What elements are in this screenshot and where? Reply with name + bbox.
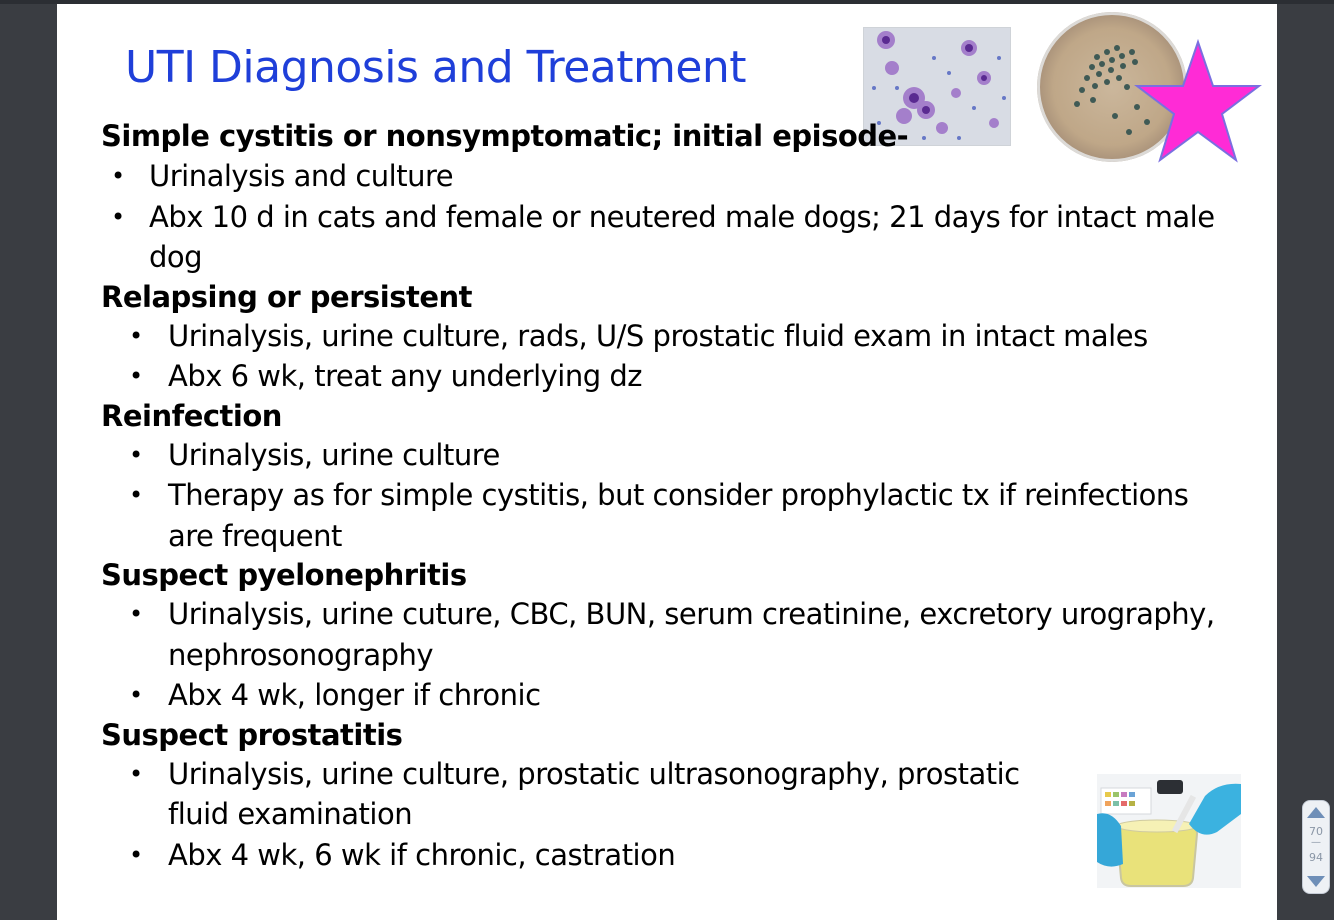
bullet-text: Urinalysis, urine culture, prostatic ultrasonography, prostatic fluid examination	[168, 756, 1020, 831]
section-heading: Simple cystitis or nonsymptomatic; initial episode-	[101, 119, 909, 153]
bullet-glyph: •	[111, 162, 125, 190]
bullet-item	[101, 197, 1241, 278]
bullet-glyph: •	[129, 600, 143, 628]
total-page-count: 94	[1309, 851, 1323, 864]
bullet-item	[101, 156, 1241, 197]
bullet-text: Urinalysis, urine culture, rads, U/S prostatic fluid exam in intact males	[168, 318, 1148, 353]
bullet-item	[101, 435, 1241, 476]
bullet-text: Abx 6 wk, treat any underlying dz	[168, 359, 642, 393]
bullet-text: Abx 4 wk, 6 wk if chronic, castration	[168, 837, 676, 872]
section-heading: Reinfection	[101, 398, 282, 433]
current-page-number: 70	[1309, 825, 1323, 838]
page-navigator	[1302, 800, 1330, 894]
bullet-glyph: •	[129, 440, 143, 469]
bullet-text: Urinalysis, urine culture	[168, 437, 500, 472]
page-separator: —	[1311, 837, 1321, 848]
section-relapsing	[101, 278, 1241, 397]
section-simple-cystitis	[101, 116, 1241, 278]
bullet-glyph: •	[111, 202, 125, 231]
section-heading: Relapsing or persistent	[101, 279, 473, 314]
section-reinfection	[101, 397, 1241, 557]
bullet-text: Urinalysis and culture	[149, 159, 454, 193]
bullet-glyph: •	[129, 362, 143, 390]
bullet-glyph: •	[129, 759, 143, 788]
triangle-down-icon[interactable]	[1307, 876, 1325, 887]
bullet-glyph: •	[129, 481, 143, 509]
bullet-text: Abx 10 d in cats and female or neutered male dogs; 21 days for intact male dog	[149, 199, 1215, 274]
section-heading: Suspect pyelonephritis	[101, 558, 467, 592]
bullet-glyph: •	[129, 321, 143, 350]
section-heading: Suspect prostatitis	[101, 717, 403, 752]
bullet-item	[101, 356, 1241, 397]
bullet-item	[101, 316, 1241, 357]
triangle-up-icon[interactable]	[1307, 807, 1325, 818]
slide-title: UTI Diagnosis and Treatment	[125, 42, 747, 93]
bullet-item	[101, 475, 1241, 556]
bullet-item	[101, 594, 1241, 675]
section-pyelonephritis	[101, 556, 1241, 716]
slide	[57, 4, 1277, 920]
slide-body	[101, 116, 1241, 875]
bullet-item	[101, 675, 1241, 716]
bullet-glyph: •	[129, 840, 143, 869]
section-prostatitis	[101, 716, 1241, 876]
bullet-item	[101, 754, 1061, 835]
bullet-text: Abx 4 wk, longer if chronic	[168, 678, 541, 712]
bullet-glyph: •	[129, 681, 143, 709]
bullet-text: Therapy as for simple cystitis, but consider prophylactic tx if reinfections are frequent	[168, 478, 1189, 553]
bullet-item	[101, 835, 1241, 876]
urine-test-art	[1097, 774, 1241, 888]
urine-test-image	[1097, 774, 1241, 888]
bullet-text: Urinalysis, urine cuture, CBC, BUN, serum creatinine, excretory urography, nephrosonography	[168, 597, 1215, 672]
